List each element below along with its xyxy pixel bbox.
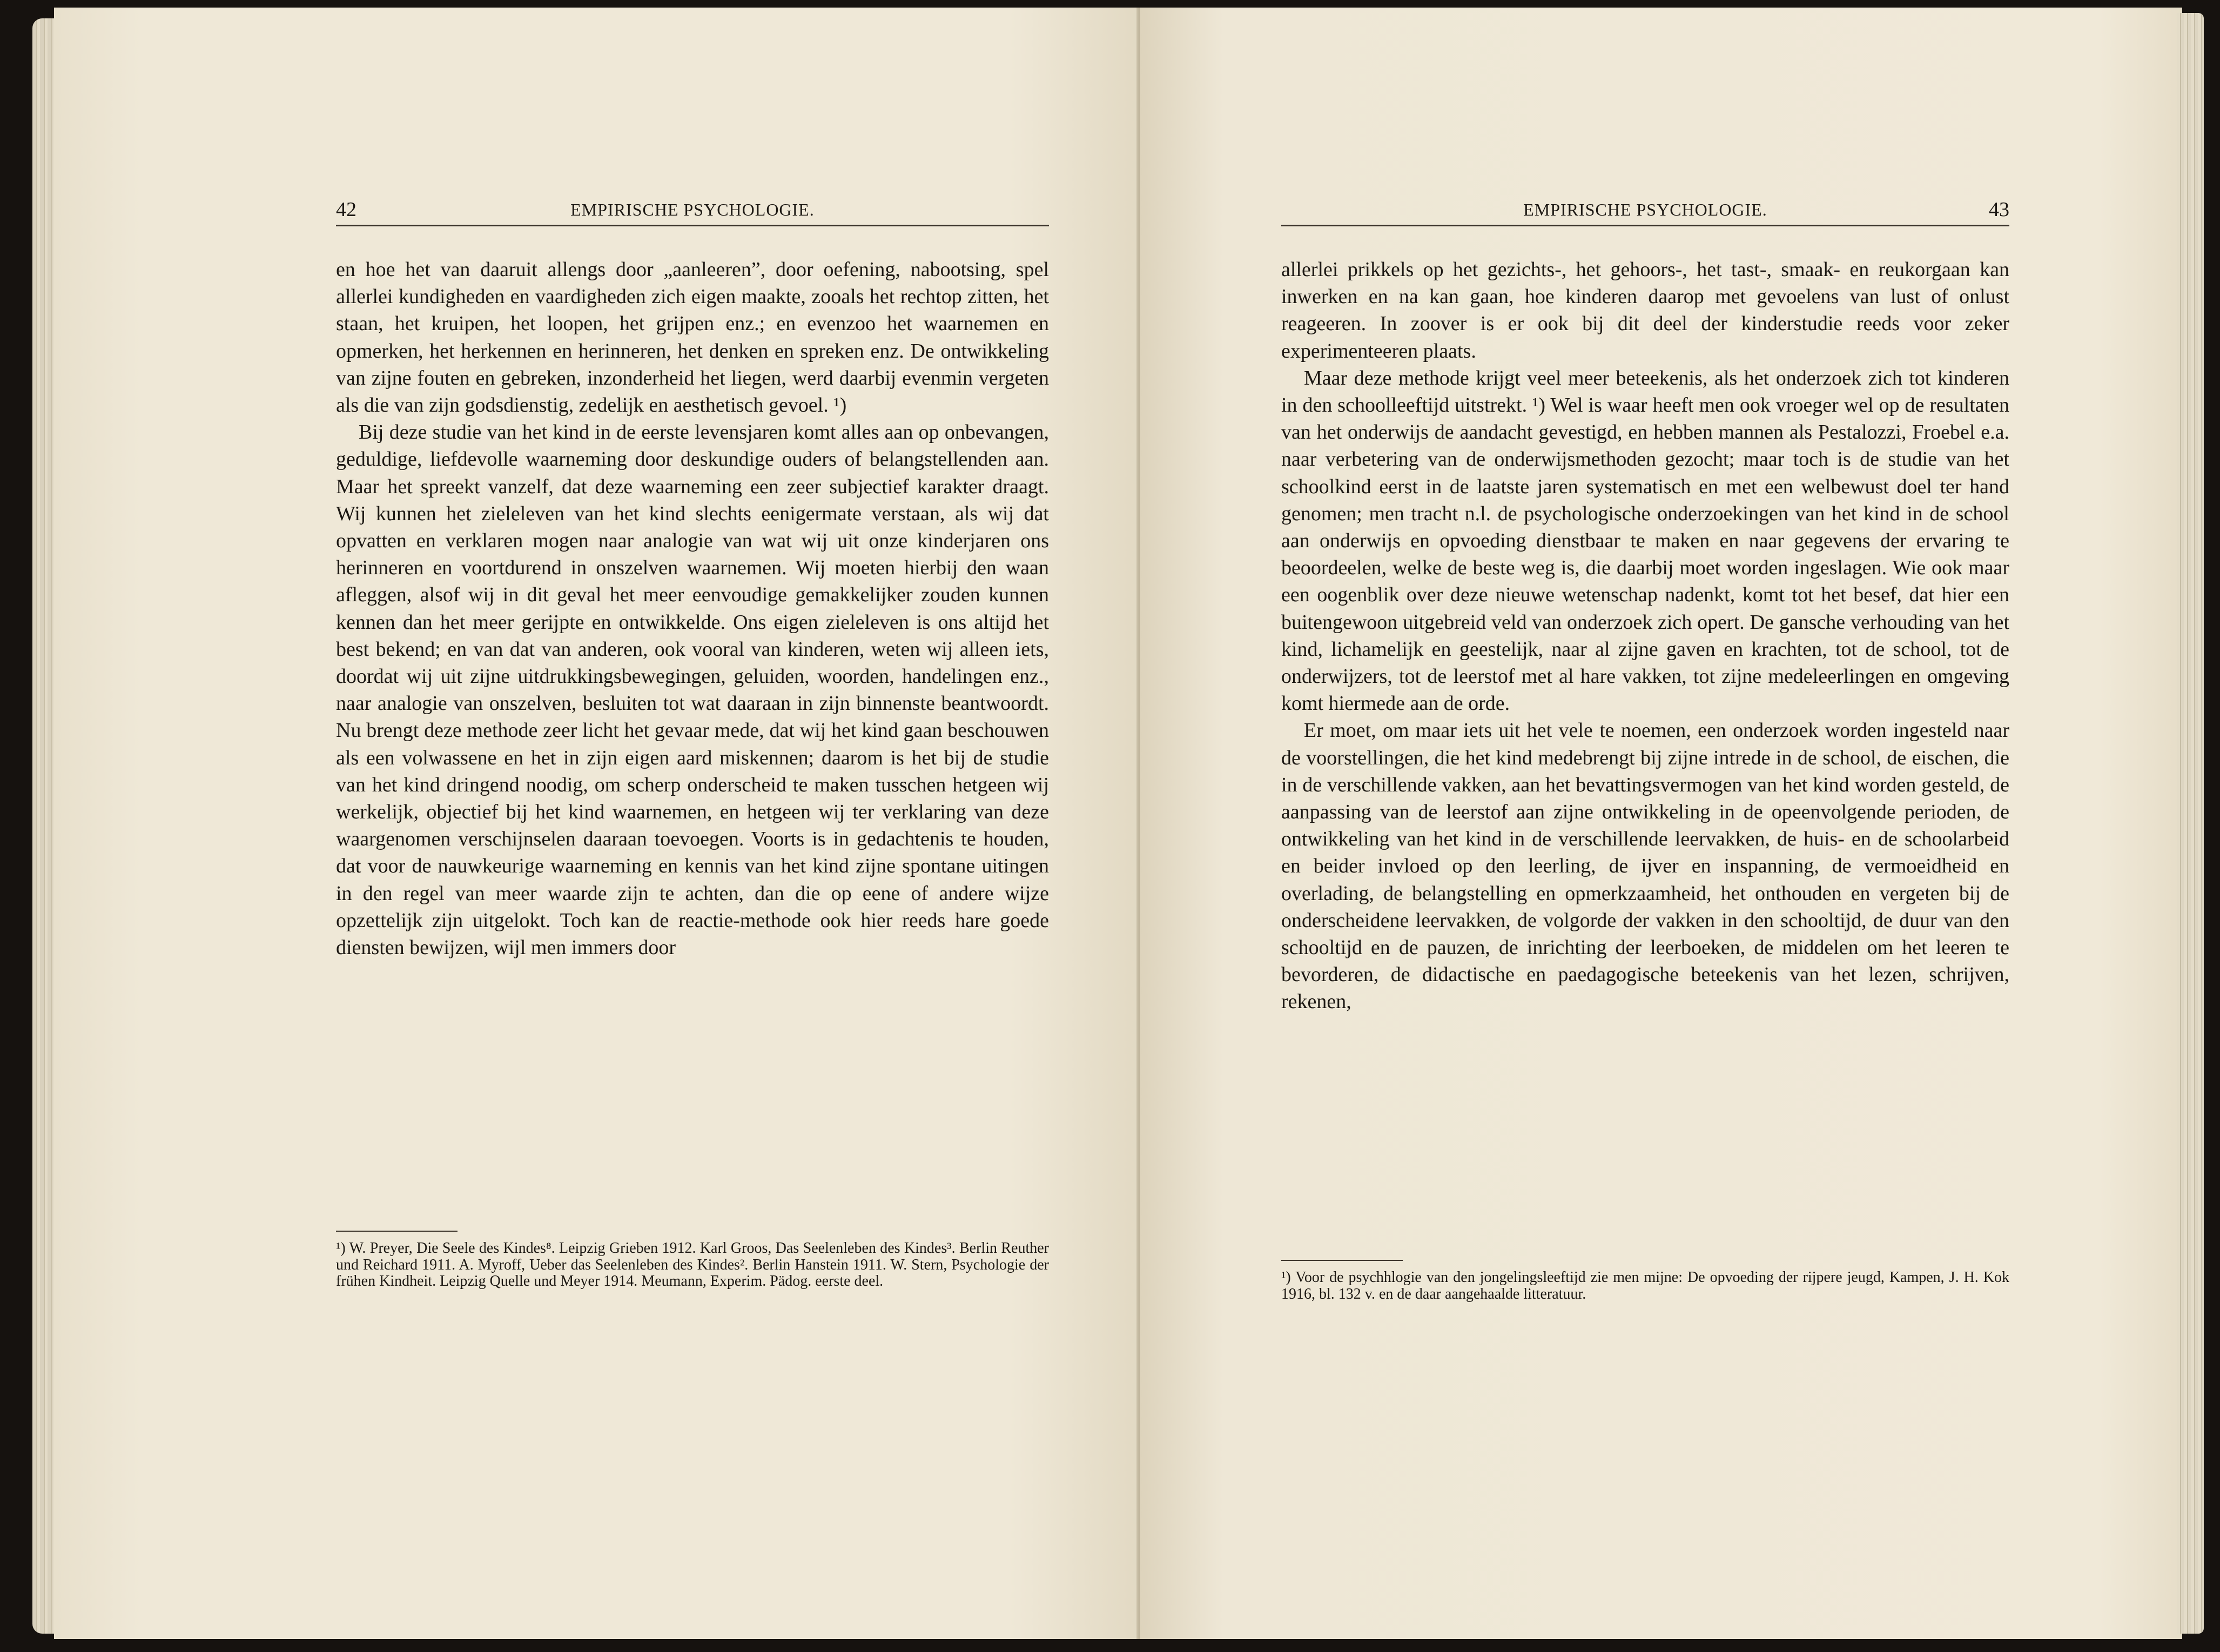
paragraph: Bij deze studie van het kind in de eerste levensjaren komt alles aan op onbevangen, geduldige, liefdevolle waarneming door deskundige ouders of belangstellenden aan. Maar het spreekt vanzelf, dat deze waarneming een zeer subjectief karakter draagt. Wij kunnen het zieleleven van het kind slechts eenigermate verstaan, als wij dat opvatten en verklaren mogen naar analogie van wat wij uit onze kinderjaren ons herinneren en voortdurend in onszelven waarnemen. Wij moeten hierbij den waan afleggen, alsof wij in dit geval het meer eenvoudige gemakkelijker zouden kunnen kennen dan het meer gerijpte en ontwikkelde. Ons eigen zieleleven is ons altijd het best bekend; en van dat van anderen, ook vooral van kinderen, weten wij alleen iets, doordat wij uit zijne uitdrukkingsbewegingen, geluiden, woorden, handelingen enz., naar analogie van onszelven, besluiten tot wat daaraan in zijn binnenste beantwoordt. Nu brengt deze methode zeer licht het gevaar mede, dat wij het kind gaan beschouwen als een volwassene en het in zijn eigen aard miskennen; daarom is het bij de studie van het kind dringend noodig, om scherp onderscheid te maken tusschen hetgeen wij werkelijk, objectief bij het kind waarnemen, en hetgeen wij ter verklaring van deze waargenomen verschijnselen daaraan toevoegen. Voorts is in gedachtenis te houden, dat voor de nauwkeurige waarneming en kennis van het kind zijne spontane uitingen in den regel van meer waarde zijn te achten, dan die op eene of andere wijze opzettelijk zijn uitgelokt. Toch kan de reactie-methode ook hier reeds hare goede diensten bewijzen, wijl men immers door xyxy=(336,421,1049,959)
paragraph: en hoe het van daaruit allengs door „aanleeren”, door oefening, nabootsing, spel allerlei kundigheden en vaardigheden zich eigen maakte, zooals het rechtop zitten, het staan, het kruipen, het loopen, het grijpen enz.; en evenzoo het waarnemen en opmerken, het herkennen en herinneren, het denken en spreken enz. De ontwikkeling van zijne fouten en gebreken, inzonderheid het liegen, werd daarbij evenmin vergeten als die van zijn godsdienstig, zedelijk en aesthetisch gevoel. ¹) xyxy=(336,258,1049,417)
left-page xyxy=(54,8,1140,1639)
footnote-rule xyxy=(1281,1260,1403,1261)
footnote-text: ¹) W. Preyer, Die Seele des Kindes⁸. Leipzig Grieben 1912. Karl Groos, Das Seelenleben des Kindes³. Berlin Reuther und Reichard 1911. A. Myroff, Ueber das Seelenleben des Kindes². Berlin Hanstein 1911. W. Stern, Psychologie der frühen Kindheit. Leipzig Quelle und Meyer 1914. Meumann, Experim. Pädog. eerste deel. xyxy=(336,1240,1049,1290)
footnote-rule xyxy=(336,1231,458,1232)
footnote-text: ¹) Voor de psychhlogie van den jongelingsleeftijd zie men mijne: De opvoeding der rijpere jeugd, Kampen, J. H. Kok 1916, bl. 132 v. en de daar aangehaalde litteratuur. xyxy=(1281,1269,2009,1302)
paragraph: Maar deze methode krijgt veel meer beteekenis, als het onderzoek zich tot kinderen in den schoolleeftijd uitstrekt. ¹) Wel is waar heeft men ook vroeger wel op de resultaten van het onderwijs de aandacht gevestigd, en hebben mannen als Pestalozzi, Froebel e.a. naar verbetering van de onderwijsmethoden gezocht; maar toch is de studie van het schoolkind eerst in de laatste jaren systematisch en met een welbewust doel ter hand genomen; men tracht n.l. de psychologische onderzoekingen van het kind in de school aan onderwijs en opvoeding dienstbaar te maken en naar gegevens der ervaring te beoordeelen, welke de beste weg is, die daarbij moet worden ingeslagen. Wie ook maar een oogenblik over deze nieuwe wetenschap nadenkt, komt tot het besef, dat hier een buitengewoon uitgebreid veld van onderzoek zich opert. De gansche verhouding van het kind, lichamelijk en geestelijk, naar al zijne gaven en krachten, tot de school, tot de onderwijzers, tot de leerstof met al hare vakken, tot zijne medeleerlingen en omgeving komt hiermede aan de orde. xyxy=(1281,366,2009,715)
right-page-header xyxy=(1281,198,2009,226)
open-book xyxy=(32,8,2204,1639)
right-running-head: EMPIRISCHE PSYCHOLOGIE. xyxy=(1523,200,1767,219)
left-page-number: 42 xyxy=(336,198,356,221)
paragraph: allerlei prikkels op het gezichts-, het gehoors-, het tast-, smaak- en reukorgaan kan inwerken en na kan gaan, hoe kinderen daarop met gevoelens van lust of onlust reageeren. In zoover is er ook bij dit deel der kinderstudie reeds voor zeker experimenteeren plaats. xyxy=(1281,258,2009,362)
right-page-number: 43 xyxy=(1989,198,2009,221)
left-footnote xyxy=(336,1240,1049,1290)
right-page xyxy=(1140,8,2182,1639)
left-page-body xyxy=(336,256,1049,961)
paragraph: Er moet, om maar iets uit het vele te noemen, een onderzoek worden ingesteld naar de voorstellingen, die het kind medebrengt bij zijne intrede in de school, de eischen, die in de verschillende vakken, aan het bevattingsvermogen van het kind worden gesteld, de aanpassing van de leerstof aan zijne ontwikkeling in de opeenvolgende perioden, de ontwikkeling van het kind in de verschillende leervakken, de huis- en de schoolarbeid en beider invloed op den leerling, de ijver en inspanning, de vermoeidheid en overlading, de belangstelling en opmerkzaamheid, het onthouden en vergeten bij de onderscheidene leervakken, de volgorde der vakken in den schooltijd, de duur van den schooltijd en de pauzen, de inrichting der leerboeken, de middelen om het leeren te bevorderen, de didactische en paedagogische beteekenis van het lezen, schrijven, rekenen, xyxy=(1281,719,2009,1013)
page-edges-right xyxy=(2177,13,2204,1634)
right-footnote xyxy=(1281,1270,2009,1302)
left-running-head: EMPIRISCHE PSYCHOLOGIE. xyxy=(570,200,815,219)
left-page-header xyxy=(336,198,1049,226)
right-page-body xyxy=(1281,256,2009,1016)
